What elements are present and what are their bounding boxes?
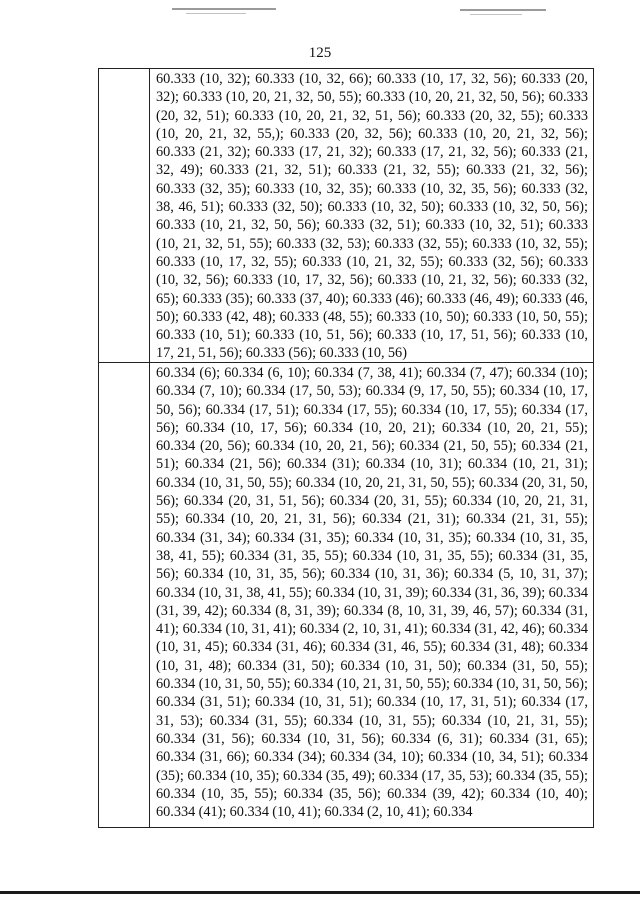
codes-table [98, 68, 594, 828]
codes-text: 60.333 (10, 32); 60.333 (10, 32, 66); 60.333 (10, 17, 32, 56); 60.333 (20, 32); 60.333 (10, 20, 21, 32, 50, 55); 60.333 (10, 20, 21, 32, 50, 56); 60.333 (20, 32, 51); 60.333 (10, 20, 21, 32, 51, 56); 60.333 (20, 32, 55); 60.333 (10, 20, 21, 32, 55,); 60.333 (20, 32, 56); 60.333 (10, 20, 21, 32, 56); 60.333 (21, 32); 60.333 (17, 21, 32); 60.333 (17, 21, 32, 56); 60.333 (21, 32, 49); 60.333 (21, 32, 51); 60.333 (21, 32, 55); 60.333 (21, 32, 56); 60.333 (32, 35); 60.333 (10, 32, 35); 60.333 (10, 32, 35, 56); 60.333 (32, 38, 46, 51); 60.333 (32, 50); 60.333 (10, 32, 50); 60.333 (10, 32, 50, 56); 60.333 (10, 21, 32, 50, 56); 60.333 (32, 51); 60.333 (10, 32, 51); 60.333 (10, 21, 32, 51, 55); 60.333 (32, 53); 60.333 (32, 55); 60.333 (10, 32, 55); 60.333 (10, 17, 32, 55); 60.333 (10, 21, 32, 55); 60.333 (32, 56); 60.333 (10, 32, 56); 60.333 (10, 17, 32, 56); 60.333 (10, 21, 32, 56); 60.333 (32, 65); 60.333 (35); 60.333 (37, 40); 60.333 (46); 60.333 (46, 49); 60.333 (46, 50); 60.333 (42, 48); 60.333 (48, 55); 60.333 (10, 50); 60.333 (10, 50, 55); 60.333 (10, 51); 60.333 (10, 51, 56); 60.333 (10, 17, 51, 56); 60.333 (10, 17, 21, 51, 56); 60.333 (56); 60.333 (10, 56) [156, 71, 588, 362]
scan-artifact [172, 8, 276, 10]
table-cell-codes [150, 363, 594, 828]
scan-artifact [470, 14, 522, 15]
bottom-rule [0, 891, 640, 894]
table-cell-codes [150, 69, 594, 363]
page-number: 125 [308, 45, 332, 61]
table-cell-left [99, 69, 150, 363]
codes-text: 60.334 (6); 60.334 (6, 10); 60.334 (7, 38, 41); 60.334 (7, 47); 60.334 (10); 60.334 (7, 10); 60.334 (17, 50, 53); 60.334 (9, 17, 50, 55); 60.334 (10, 17, 50, 56); 60.334 (17, 51); 60.334 (17, 55); 60.334 (10, 17, 55); 60.334 (17, 56); 60.334 (10, 17, 56); 60.334 (10, 20, 21); 60.334 (10, 20, 21, 55); 60.334 (20, 56); 60.334 (10, 20, 21, 56); 60.334 (21, 50, 55); 60.334 (21, 51); 60.334 (21, 56); 60.334 (31); 60.334 (10, 31); 60.334 (10, 21, 31); 60.334 (10, 31, 50, 55); 60.334 (10, 20, 21, 31, 50, 55); 60.334 (20, 31, 50, 56); 60.334 (20, 31, 51, 56); 60.334 (20, 31, 55); 60.334 (10, 20, 21, 31, 55); 60.334 (10, 20, 21, 31, 56); 60.334 (21, 31); 60.334 (21, 31, 55); 60.334 (31, 34); 60.334 (31, 35); 60.334 (10, 31, 35); 60.334 (10, 31, 35, 38, 41, 55); 60.334 (31, 35, 55); 60.334 (10, 31, 35, 55); 60.334 (31, 35, 56); 60.334 (10, 31, 35, 56); 60.334 (10, 31, 36); 60.334 (5, 10, 31, 37); 60.334 (10, 31, 38, 41, 55); 60.334 (10, 31, 39); 60.334 (31, 36, 39); 60.334 (31, 39, 42); 60.334 (8, 31, 39); 60.334 (8, 10, 31, 39, 46, 57); 60.334 (31, 41); 60.334 (10, 31, 41); 60.334 (2, 10, 31, 41); 60.334 (31, 42, 46); 60.334 (10, 31, 45); 60.334 (31, 46); 60.334 (31, 46, 55); 60.334 (31, 48); 60.334 (10, 31, 48); 60.334 (31, 50); 60.334 (10, 31, 50); 60.334 (31, 50, 55); 60.334 (10, 31, 50, 55); 60.334 (10, 21, 31, 50, 55); 60.334 (10, 31, 50, 56); 60.334 (31, 51); 60.334 (10, 31, 51); 60.334 (10, 17, 31, 51); 60.334 (17, 31, 53); 60.334 (31, 55); 60.334 (10, 31, 55); 60.334 (10, 21, 31, 55); 60.334 (31, 56); 60.334 (10, 31, 56); 60.334 (6, 31); 60.334 (31, 65); 60.334 (31, 66); 60.334 (34); 60.334 (34, 10); 60.334 (10, 34, 51); 60.334 (35); 60.334 (10, 35); 60.334 (35, 49); 60.334 (17, 35, 53); 60.334 (35, 55); 60.334 (10, 35, 55); 60.334 (35, 56); 60.334 (39, 42); 60.334 (10, 40); 60.334 (41); 60.334 (10, 41); 60.334 (2, 10, 41); 60.334 [156, 365, 588, 821]
scan-artifact [460, 9, 546, 11]
scan-artifact [186, 13, 246, 14]
table-row [99, 363, 594, 828]
table-cell-left [99, 363, 150, 828]
table-row [99, 69, 594, 363]
